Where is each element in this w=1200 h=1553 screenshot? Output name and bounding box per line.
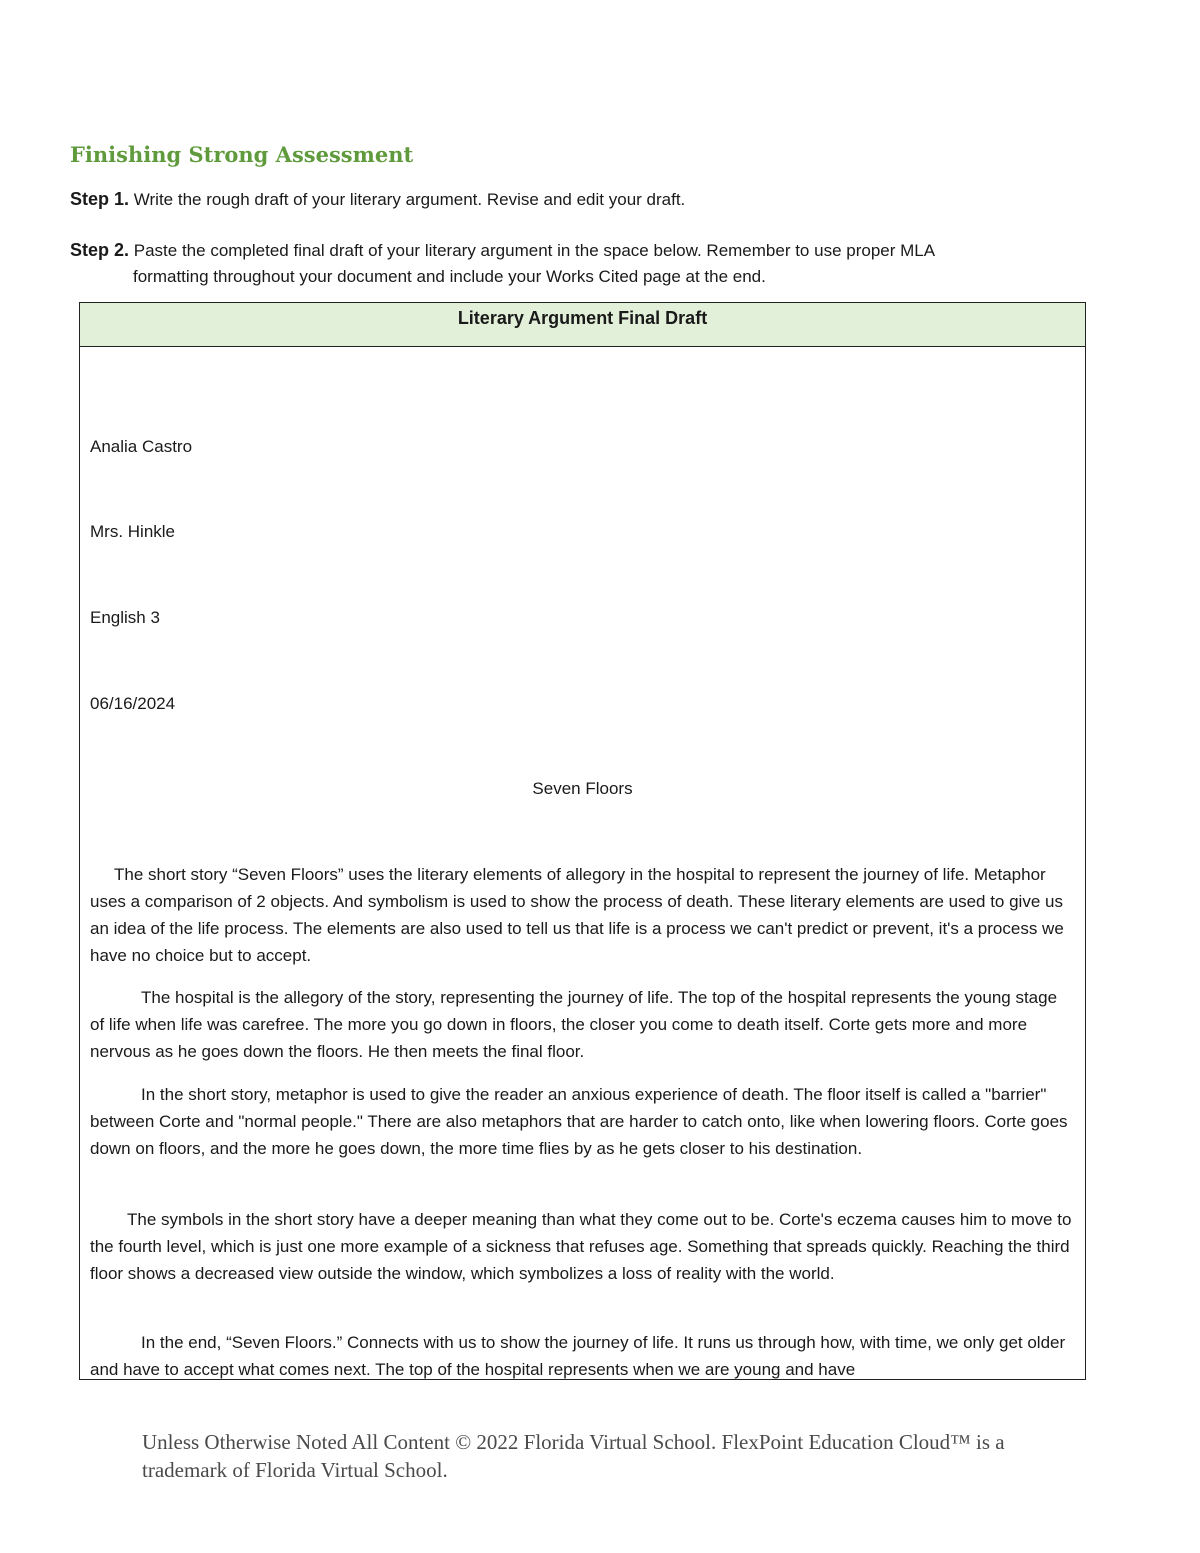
step-2-instruction xyxy=(70,237,1050,290)
final-draft-table xyxy=(79,302,1086,1380)
step-1-text: Write the rough draft of your literary argument. Revise and edit your draft. xyxy=(133,190,686,209)
essay-paragraph: In the end, “Seven Floors.” Connects with us to show the journey of life. It runs us through how, with time, we only get older and have to accept what comes next. The top of the hospital represents when we are young and have xyxy=(90,1333,1066,1379)
student-name: Analia Castro xyxy=(90,437,193,456)
step-1-instruction xyxy=(70,186,1050,213)
copyright-footer: Unless Otherwise Noted All Content © 2022 Florida Virtual School. FlexPoint Education Cloud™ is a trademark of Florida Virtual School. xyxy=(142,1430,1005,1482)
essay-paragraph: In the short story, metaphor is used to give the reader an anxious experience of death. The floor itself is called a "barrier" between Corte and "normal people." There are also metaphors that are harder to catch onto, like when lowering floors. Corte goes down on floors, and the more he goes down, the more time flies by as he gets closer to his destination. xyxy=(90,1085,1068,1158)
essay-paragraph: The short story “Seven Floors” uses the literary elements of allegory in the hospital to represent the journey of life. Metaphor uses a comparison of 2 objects. And symbolism is used to show the process of death. These literary elements are used to give us an idea of the life process. The elements are also used to tell us that life is a process we can't predict or prevent, it's a process we have no choice but to accept. xyxy=(90,865,1064,965)
assessment-heading: Finishing Strong Assessment xyxy=(70,142,414,167)
essay-paragraph: The symbols in the short story have a deeper meaning than what they come out to be. Corte's eczema causes him to move to the fourth level, which is just one more example of a sickness that refuses age. Something that spreads quickly. Reaching the third floor shows a decreased view outside the window, which symbolizes a loss of reality with the world. xyxy=(90,1210,1072,1283)
course-name: English 3 xyxy=(90,608,160,627)
essay-paragraph: The hospital is the allegory of the story, representing the journey of life. The top of the hospital represents the young stage of life when life was carefree. The more you go down in floors, the closer you come to death itself. Corte gets more and more nervous as he goes down the floors. He then meets the final floor. xyxy=(90,988,1058,1061)
essay-date: 06/16/2024 xyxy=(90,694,176,713)
step-2-continuation: formatting throughout your document and include your Works Cited page at the end. xyxy=(133,267,766,286)
table-header: Literary Argument Final Draft xyxy=(80,303,1085,347)
essay-title: Seven Floors xyxy=(532,779,633,798)
step-2-text: Paste the completed final draft of your literary argument in the space below. Remember to use proper MLA xyxy=(133,241,936,260)
step-1-label: Step 1. xyxy=(70,189,130,209)
step-2-label: Step 2. xyxy=(70,240,130,260)
teacher-name: Mrs. Hinkle xyxy=(90,522,176,541)
